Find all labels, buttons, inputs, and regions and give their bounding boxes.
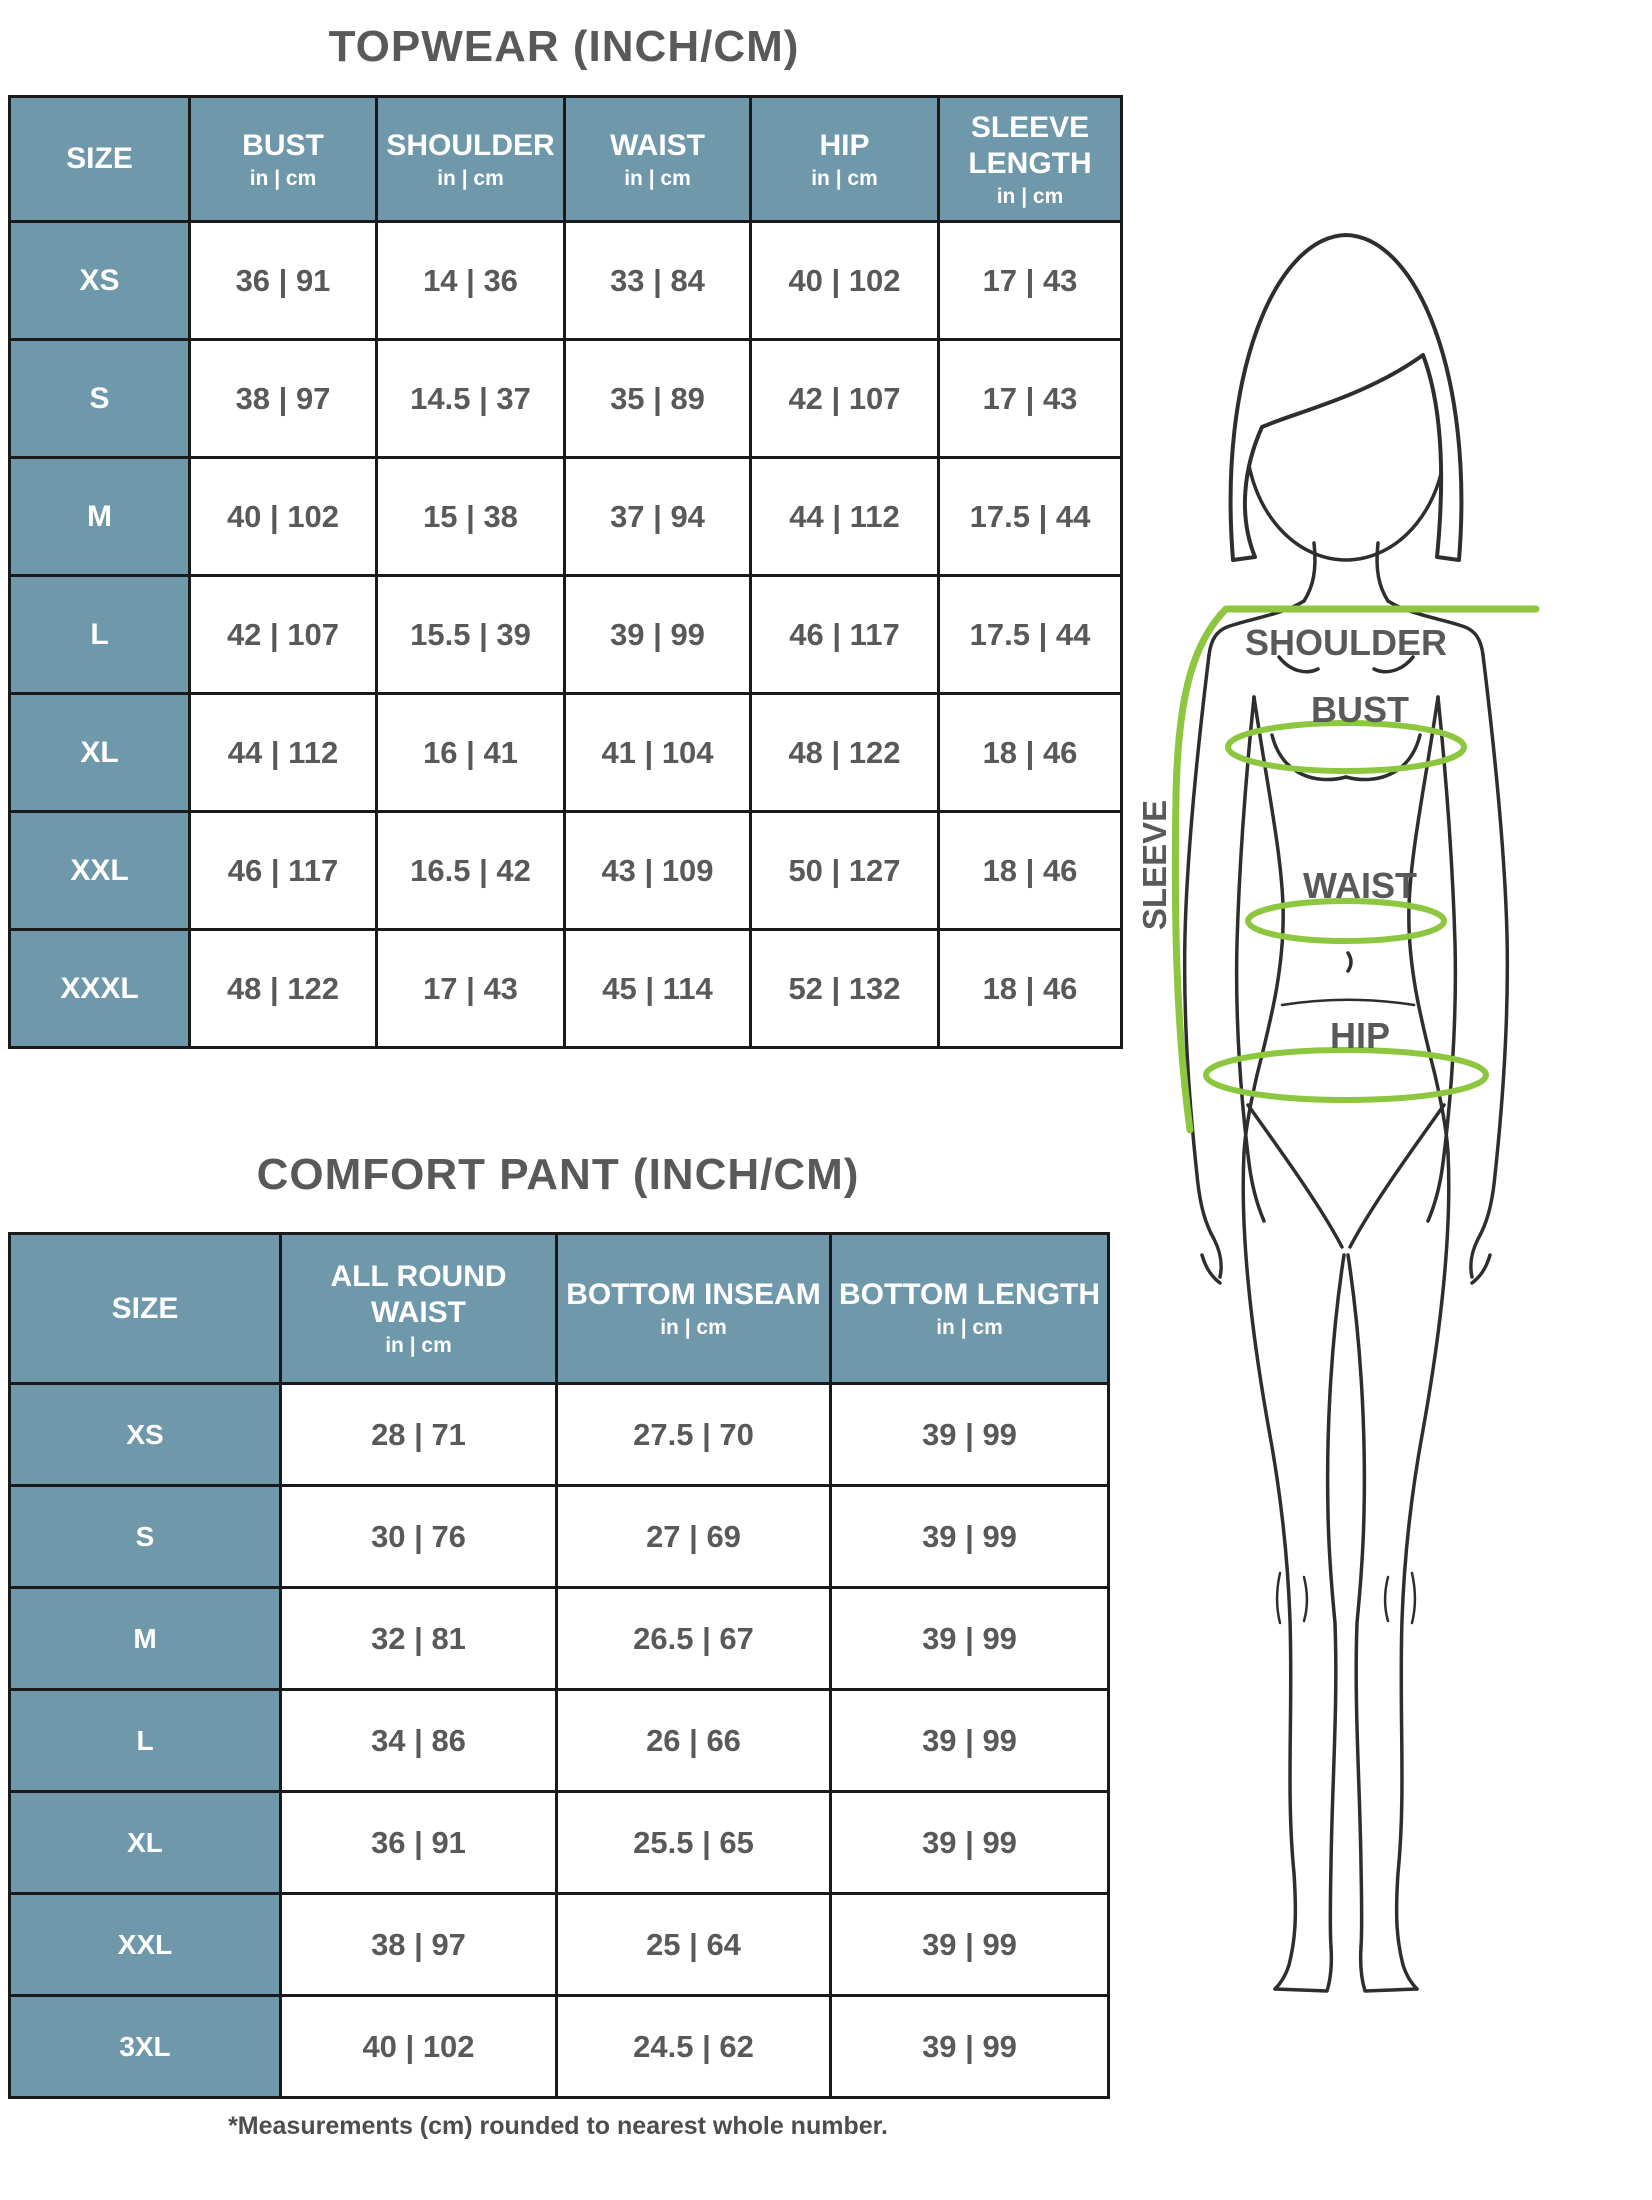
table-row (10, 1690, 1109, 1792)
leg-right-outer-line (1397, 1153, 1449, 1989)
header-bottom-inseam (557, 1234, 831, 1384)
table-row (10, 1588, 1109, 1690)
all-round-waist-cell: 36 | 91 (281, 1792, 557, 1894)
shoulder-cell: 16.5 | 42 (377, 812, 565, 930)
all-round-waist-cell: 34 | 86 (281, 1690, 557, 1792)
unit-label: in | cm (249, 166, 317, 190)
table-row (10, 1384, 1109, 1486)
table-row (10, 222, 1122, 340)
all-round-waist-cell: 32 | 81 (281, 1588, 557, 1690)
header-size (10, 1234, 281, 1384)
waist-cell: 45 | 114 (565, 930, 751, 1048)
bottom-length-cell: 39 | 99 (831, 1690, 1109, 1792)
size-cell: S (10, 340, 190, 458)
header-bottom-inseam-label: BOTTOM INSEAM (566, 1278, 821, 1312)
shoulder-label: SHOULDER (1244, 622, 1448, 663)
arm-left-outer-line (1185, 655, 1222, 1277)
unit-label: in | cm (660, 1316, 727, 1340)
waist-cell: 41 | 104 (565, 694, 751, 812)
table-row (10, 812, 1122, 930)
bottom-inseam-cell: 27 | 69 (557, 1486, 831, 1588)
table-row (10, 1486, 1109, 1588)
size-cell: 3XL (10, 1996, 281, 2098)
unit-label: in | cm (385, 1334, 452, 1358)
bust-cell: 42 | 107 (190, 576, 377, 694)
hip-cell: 42 | 107 (751, 340, 939, 458)
knee-left-mark (1277, 1573, 1280, 1623)
size-cell: L (10, 1690, 281, 1792)
all-round-waist-cell: 30 | 76 (281, 1486, 557, 1588)
all-round-waist-cell: 40 | 102 (281, 1996, 557, 2098)
header-bottom-length (831, 1234, 1109, 1384)
bottom-inseam-cell: 25.5 | 65 (557, 1792, 831, 1894)
hip-cell: 52 | 132 (751, 930, 939, 1048)
hip-cell: 46 | 117 (751, 576, 939, 694)
size-cell: XL (10, 1792, 281, 1894)
table-row (10, 340, 1122, 458)
header-hip-label: HIP (819, 128, 870, 162)
hip-cell: 40 | 102 (751, 222, 939, 340)
foot-right-line (1361, 1947, 1417, 1991)
all-round-waist-cell: 38 | 97 (281, 1894, 557, 1996)
knee-right-mark (1412, 1573, 1415, 1623)
table-row (10, 576, 1122, 694)
shoulder-cell: 14 | 36 (377, 222, 565, 340)
arm-right-outer-line (1471, 655, 1508, 1277)
sleeve-measure-line (1175, 609, 1226, 1130)
header-all-round-waist (281, 1234, 557, 1384)
measurement-figure-illustration (1130, 225, 1590, 2005)
table-row (10, 930, 1122, 1048)
topwear-header-row (10, 97, 1122, 222)
waist-label: WAIST (1303, 865, 1417, 906)
table-row (10, 1792, 1109, 1894)
arm-left-inner-line (1237, 697, 1264, 1221)
table-row (10, 1996, 1109, 2098)
header-all-round-waist-label: ALL ROUND WAIST (330, 1260, 507, 1330)
sleeve-cell: 18 | 46 (939, 930, 1122, 1048)
hand-left-finger-line (1202, 1255, 1220, 1283)
bottom-inseam-cell: 26 | 66 (557, 1690, 831, 1792)
sleeve-cell: 17 | 43 (939, 340, 1122, 458)
topwear-size-table (8, 95, 1123, 1049)
bottom-length-cell: 39 | 99 (831, 1996, 1109, 2098)
bottom-length-cell: 39 | 99 (831, 1384, 1109, 1486)
hip-cell: 50 | 127 (751, 812, 939, 930)
unit-label: in | cm (936, 1316, 1003, 1340)
header-waist (565, 97, 751, 222)
hip-cell: 48 | 122 (751, 694, 939, 812)
header-size (10, 97, 190, 222)
header-shoulder-label: SHOULDER (386, 128, 555, 162)
bottom-inseam-cell: 26.5 | 67 (557, 1588, 831, 1690)
bottom-inseam-cell: 27.5 | 70 (557, 1384, 831, 1486)
comfort-pant-size-table (8, 1232, 1110, 2099)
sleeve-cell: 17.5 | 44 (939, 576, 1122, 694)
size-cell: XS (10, 222, 190, 340)
leg-right-inner-line (1348, 1255, 1364, 1947)
bottom-length-cell: 39 | 99 (831, 1486, 1109, 1588)
briefs-left-line (1248, 1105, 1342, 1247)
topwear-title: TOPWEAR (INCH/CM) (328, 22, 800, 71)
table-row (10, 1894, 1109, 1996)
bottom-length-cell: 39 | 99 (831, 1792, 1109, 1894)
navel-mark (1348, 953, 1351, 971)
bust-cell: 40 | 102 (190, 458, 377, 576)
size-cell: L (10, 576, 190, 694)
shoulder-cell: 15.5 | 39 (377, 576, 565, 694)
shoulder-cell: 17 | 43 (377, 930, 565, 1048)
waist-cell: 43 | 109 (565, 812, 751, 930)
bottom-length-cell: 39 | 99 (831, 1894, 1109, 1996)
bust-label: BUST (1311, 689, 1409, 730)
header-sleeve-length (939, 97, 1122, 222)
leg-left-inner-line (1328, 1255, 1344, 1947)
sleeve-cell: 17 | 43 (939, 222, 1122, 340)
hip-crease-line (1282, 1000, 1414, 1005)
header-shoulder (377, 97, 565, 222)
arm-right-inner-line (1428, 697, 1455, 1221)
footnote: *Measurements (cm) rounded to nearest whole number. (228, 2112, 888, 2140)
sleeve-cell: 17.5 | 44 (939, 458, 1122, 576)
foot-left-line (1275, 1947, 1331, 1991)
sleeve-cell: 18 | 46 (939, 694, 1122, 812)
comfort-pant-title: COMFORT PANT (INCH/CM) (256, 1150, 860, 1199)
body-measurement-diagram (1130, 225, 1590, 2005)
bust-cell: 38 | 97 (190, 340, 377, 458)
leg-left-outer-line (1243, 1153, 1295, 1989)
header-bottom-length-label: BOTTOM LENGTH (838, 1278, 1101, 1312)
size-cell: XS (10, 1384, 281, 1486)
size-cell: S (10, 1486, 281, 1588)
hand-right-finger-line (1472, 1255, 1490, 1283)
bust-cell: 46 | 117 (190, 812, 377, 930)
knee-left-mark-2 (1304, 1577, 1307, 1621)
waist-cell: 35 | 89 (565, 340, 751, 458)
bust-cell: 44 | 112 (190, 694, 377, 812)
shoulder-cell: 16 | 41 (377, 694, 565, 812)
knee-right-mark-2 (1385, 1577, 1388, 1621)
bust-cell: 36 | 91 (190, 222, 377, 340)
pant-header-row (10, 1234, 1109, 1384)
sleeve-cell: 18 | 46 (939, 812, 1122, 930)
size-cell: XXL (10, 812, 190, 930)
unit-label: in | cm (811, 166, 878, 190)
waist-cell: 39 | 99 (565, 576, 751, 694)
bottom-inseam-cell: 25 | 64 (557, 1894, 831, 1996)
waist-measure-ellipse (1248, 901, 1444, 941)
briefs-right-line (1350, 1105, 1444, 1247)
hip-label: HIP (1329, 1015, 1391, 1056)
size-cell: XXL (10, 1894, 281, 1996)
table-row (10, 694, 1122, 812)
hip-cell: 44 | 112 (751, 458, 939, 576)
header-size-label: SIZE (111, 1291, 179, 1325)
all-round-waist-cell: 28 | 71 (281, 1384, 557, 1486)
header-bust-label: BUST (242, 128, 324, 162)
header-size-label: SIZE (66, 142, 133, 175)
size-cell: M (10, 1588, 281, 1690)
header-bust (190, 97, 377, 222)
unit-label: in | cm (996, 184, 1064, 208)
bust-cell: 48 | 122 (190, 930, 377, 1048)
waist-cell: 37 | 94 (565, 458, 751, 576)
table-row (10, 458, 1122, 576)
waist-cell: 33 | 84 (565, 222, 751, 340)
unit-label: in | cm (437, 166, 504, 190)
shoulder-cell: 14.5 | 37 (377, 340, 565, 458)
size-cell: M (10, 458, 190, 576)
bottom-length-cell: 39 | 99 (831, 1588, 1109, 1690)
header-waist-label: WAIST (610, 128, 705, 162)
bottom-inseam-cell: 24.5 | 62 (557, 1996, 831, 2098)
shoulder-cell: 15 | 38 (377, 458, 565, 576)
unit-label: in | cm (624, 166, 691, 190)
hip-measure-ellipse (1206, 1050, 1486, 1100)
header-hip (751, 97, 939, 222)
size-cell: XL (10, 694, 190, 812)
header-sleeve-length-label: SLEEVE LENGTH (968, 110, 1092, 180)
size-cell: XXXL (10, 930, 190, 1048)
sleeve-label: SLEEVE (1136, 799, 1173, 931)
